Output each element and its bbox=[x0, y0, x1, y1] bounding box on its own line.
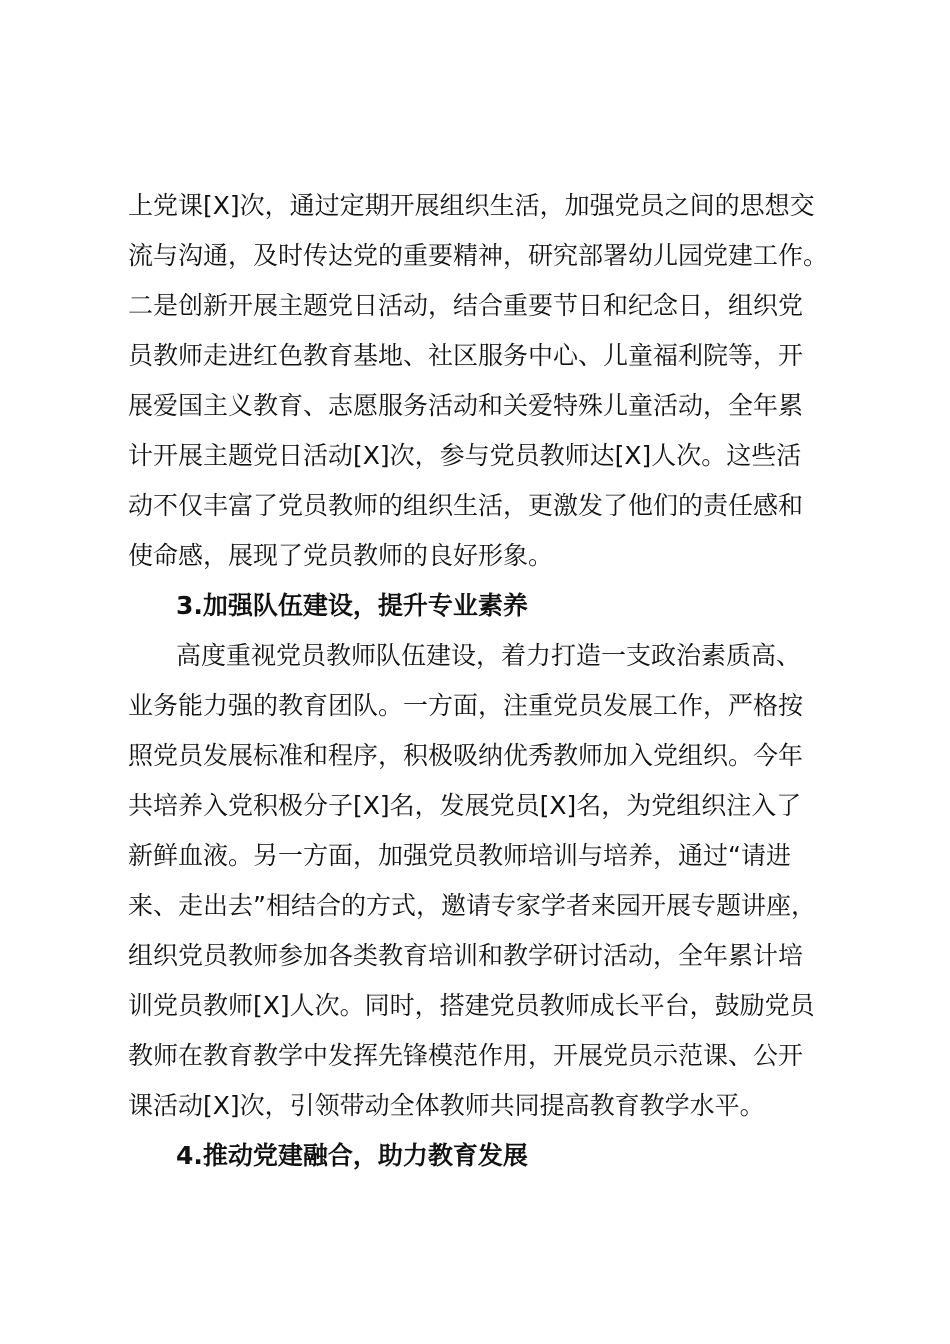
paragraph-line: 共培养入党积极分子[X]名，发展党员[X]名，为党组织注入了 bbox=[128, 791, 802, 820]
section-heading-4: 4.推动党建融合，助力教育发展 bbox=[176, 1141, 528, 1170]
paragraph-line: 二是创新开展主题党日活动，结合重要节日和纪念日，组织党 bbox=[128, 291, 804, 320]
paragraph-line: 来、走出去”相结合的方式，邀请专家学者来园开展专题讲座， bbox=[128, 891, 816, 920]
paragraph-line: 新鲜血液。另一方面，加强党员教师培训与培养，通过“请进 bbox=[128, 841, 791, 870]
paragraph-line: 上党课[X]次，通过定期开展组织生活，加强党员之间的思想交 bbox=[128, 191, 815, 220]
paragraph-line: 训党员教师[X]人次。同时，搭建党员教师成长平台，鼓励党员 bbox=[128, 991, 815, 1020]
paragraph-line: 展爱国主义教育、志愿服务活动和关爱特殊儿童活动，全年累 bbox=[128, 391, 804, 420]
paragraph-line: 业务能力强的教育团队。一方面，注重党员发展工作，严格按 bbox=[128, 691, 804, 720]
paragraph-line: 课活动[X]次，引领带动全体教师共同提高教育教学水平。 bbox=[128, 1091, 765, 1120]
paragraph-line: 动不仅丰富了党员教师的组织生活，更激发了他们的责任感和 bbox=[128, 491, 804, 520]
paragraph-line: 流与沟通，及时传达党的重要精神，研究部署幼儿园党建工作。 bbox=[128, 241, 829, 270]
paragraph-line: 高度重视党员教师队伍建设，着力打造一支政治素质高、 bbox=[176, 641, 802, 670]
paragraph-line: 计开展主题党日活动[X]次，参与党员教师达[X]人次。这些活 bbox=[128, 441, 802, 470]
paragraph-line: 照党员发展标准和程序，积极吸纳优秀教师加入党组织。今年 bbox=[128, 741, 804, 770]
section-heading-3: 3.加强队伍建设，提升专业素养 bbox=[176, 591, 528, 620]
paragraph-line: 教师在教育教学中发挥先锋模范作用，开展党员示范课、公开 bbox=[128, 1041, 804, 1070]
paragraph-line: 组织党员教师参加各类教育培训和教学研讨活动，全年累计培 bbox=[128, 941, 804, 970]
paragraph-line: 使命感，展现了党员教师的良好形象。 bbox=[128, 541, 554, 570]
paragraph-line: 员教师走进红色教育基地、社区服务中心、儿童福利院等，开 bbox=[128, 341, 804, 370]
